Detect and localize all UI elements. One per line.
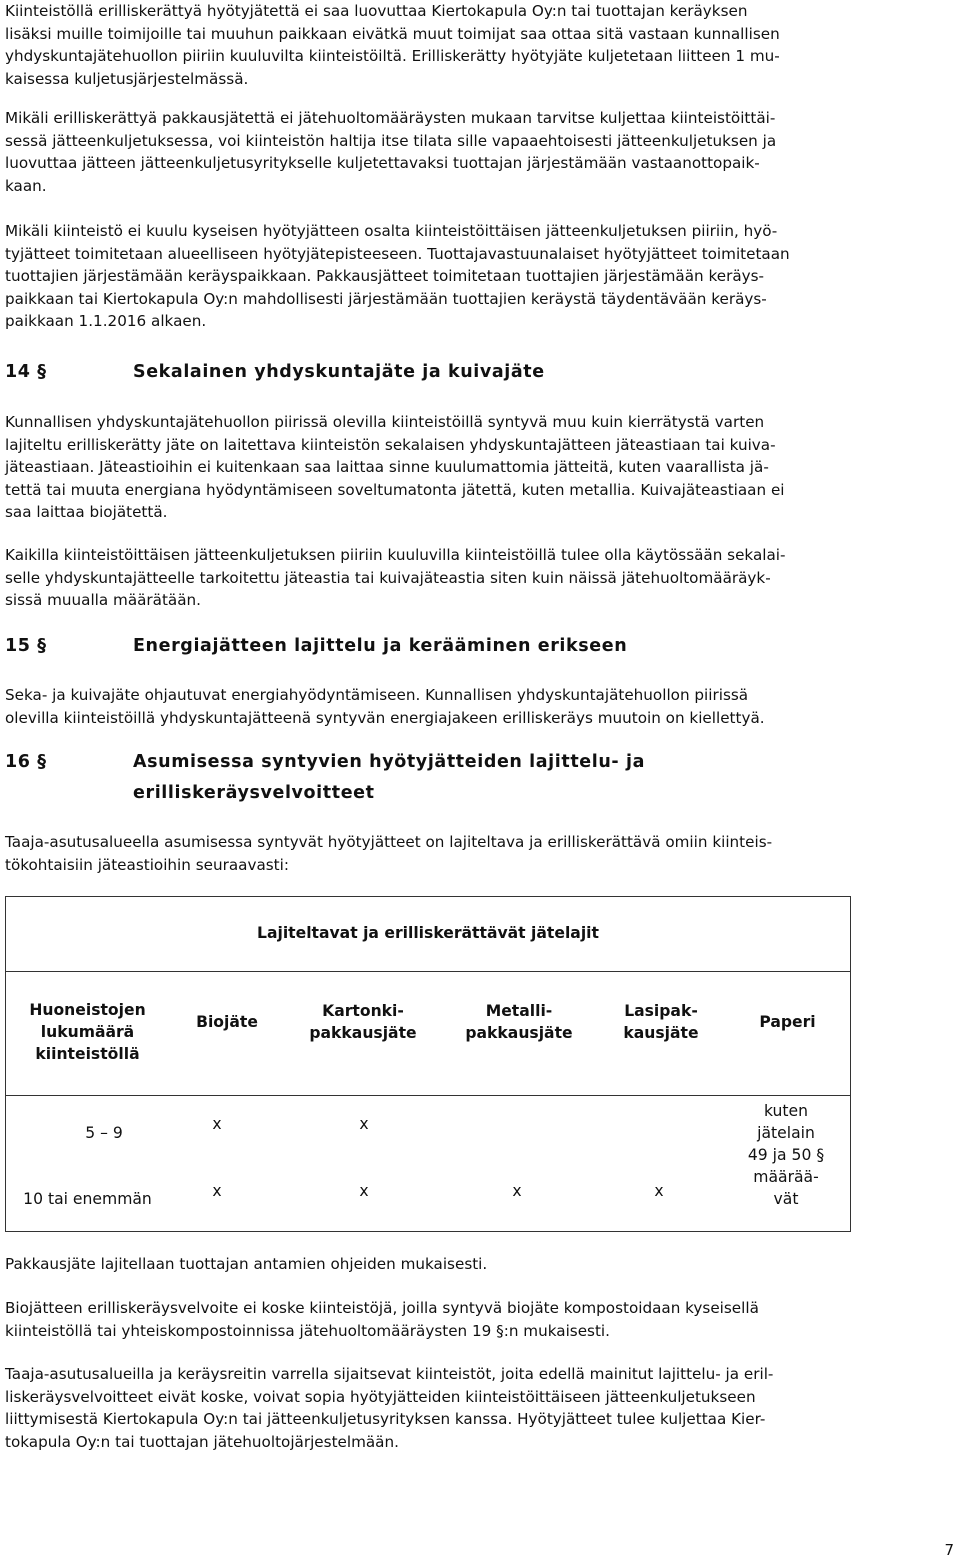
header-metalli: Metalli- pakkausjäte xyxy=(465,1002,573,1042)
paragraph-keraysreitti: Taaja-asutusalueilla ja keräysreitin varrella sijaitsevat kiinteistöt, joita edellä mainitut lajittelu- ja eril- liskeräysvelvoitteet eivät koske, voivat sopia hyötyjätteiden kiinteistöittäiseen jätteenkuljetukseen liittymisestä Kiertokapula Oy:n tai jätteenkuljetusyrityksen kanssa. Hyötyjätteet tulee kuljettaa Kier- tokapula Oy:n tai tuottajan jätehuoltojärjestelmään. xyxy=(5,1365,774,1451)
cell-bio-10: x xyxy=(212,1182,222,1200)
page-number: 7 xyxy=(944,1541,954,1559)
table-caption: Lajiteltavat ja erilliskerättävät jätelajit xyxy=(257,924,599,942)
cell-paperi-note: kuten jätelain 49 ja 50 § määrää- vät xyxy=(747,1102,825,1208)
cell-metalli-10: x xyxy=(512,1182,522,1200)
table-divider xyxy=(6,1095,850,1096)
paragraph-hyotyjate-luovutus: Kiinteistöllä erilliskerättyä hyötyjätettä ei saa luovuttaa Kiertokapula Oy:n tai tuottajan keräyksen lisäksi muille toimijoille tai muuhun paikkaan eivätkä muut toimijat saa ottaa sitä vastaan kunnallisen yhdyskuntajätehuollon piiriin kuuluvilta kiinteistöiltä. Erilliskerätty hyötyjäte kuljetetaan liitteen 1 mu- kaisessa kuljetusjärjestelmässä. xyxy=(5,2,780,88)
paragraph-jateastia-velvoite: Kaikilla kiinteistöittäisen jätteenkuljetuksen piiriin kuuluvilla kiinteistöillä tulee olla käytössään sekalai- selle yhdyskuntajätteelle tarkoitettu jäteastia tai kuivajäteastia siten kuin näissä jätehuoltomääräyk- sissä muualla määrätään. xyxy=(5,546,786,609)
cell-bio-5-9: x xyxy=(212,1115,222,1133)
table-divider xyxy=(6,971,850,972)
section-title: Energiajätteen lajittelu ja kerääminen erikseen xyxy=(133,636,628,656)
section-title: Asumisessa syntyvien hyötyjätteiden lajittelu- ja xyxy=(133,752,645,772)
section-number: 14 § xyxy=(5,362,47,382)
section-title: Sekalainen yhdyskuntajäte ja kuivajäte xyxy=(133,362,545,382)
header-biojate: Biojäte xyxy=(196,1013,258,1031)
paragraph-pakkausjate: Mikäli erilliskerättyä pakkausjätettä ei jätehuoltomääräysten mukaan tarvitse kuljettaa kiinteistöittäi- sessä jätteenkuljetuksessa, voi kiinteistön haltija itse tilata sille vapaaehtoisesti jätteenkuljetuksen ja luovuttaa jätteen jätteenkuljetusyritykselle kuljetettavaksi tuottajan järjestämään vastaanottopaik- kaan. xyxy=(5,109,777,195)
section-title-continued: erilliskeräysvelvoitteet xyxy=(133,783,375,803)
section-number: 15 § xyxy=(5,636,47,656)
paragraph-sekalainen-jate: Kunnallisen yhdyskuntajätehuollon piirissä olevilla kiinteistöillä syntyvä muu kuin kierrätystä varten lajiteltu erilliskerätty jäte on laitettava kiinteistön sekalaisen yhdyskuntajätteen jäteastiaan tai kuiva- jäteastiaan. Jäteastioihin ei kuitenkaan saa laittaa sinne kuulumattomia jätteitä, kuten vaarallista jä- tettä tai muuta energiana hyödyntämiseen soveltumatonta jätettä, kuten metallia. Kuivajäteastiaan ei saa laittaa biojätettä. xyxy=(5,413,785,521)
paragraph-biojate-poikkeus: Biojätteen erilliskeräysvelvoite ei koske kiinteistöjä, joilla syntyvä biojäte kompostoidaan kyseisellä kiinteistöllä tai yhteiskompostoinnissa jätehuoltomääräysten 19 §:n mukaisesti. xyxy=(5,1299,759,1340)
paragraph-pakkausjate-ohjeet: Pakkausjäte lajitellaan tuottajan antamien ohjeiden mukaisesti. xyxy=(5,1255,488,1273)
header-huoneistot: Huoneistojen lukumäärä kiinteistöllä xyxy=(29,1001,146,1063)
row-label-5-9: 5 – 9 xyxy=(85,1124,123,1142)
paragraph-lajitteluvelvoite: Taaja-asutusalueella asumisessa syntyvät hyötyjätteet on lajiteltava ja erilliskerättävä omiin kiinteis- tökohtaisiin jäteastioihin seuraavasti: xyxy=(5,833,773,874)
paragraph-hyotyjatepiste: Mikäli kiinteistö ei kuulu kyseisen hyötyjätteen osalta kiinteistöittäisen jätteenkuljetuksen piiriin, hyö- tyjätteet toimitetaan alueelliseen hyötyjätepisteeseen. Tuottajavastuunalaiset hyötyjätteet toimitetaan tuottajien järjestämään keräyspaikkaan. Pakkausjätteet toimitetaan tuottajien järjestämään keräys- paikkaan tai Kiertokapula Oy:n mahdollisesti järjestämään tuottajien keräystä täydentävään keräys- paikkaan 1.1.2016 alkaen. xyxy=(5,222,790,330)
cell-kartonki-10: x xyxy=(359,1182,369,1200)
cell-lasi-10: x xyxy=(654,1182,664,1200)
header-lasi: Lasipak- kausjäte xyxy=(623,1002,699,1042)
row-label-10: 10 tai enemmän xyxy=(23,1190,152,1208)
waste-sorting-table xyxy=(5,896,851,1232)
section-number: 16 § xyxy=(5,752,47,772)
paragraph-energiajate: Seka- ja kuivajäte ohjautuvat energiahyödyntämiseen. Kunnallisen yhdyskuntajätehuollon piirissä olevilla kiinteistöillä yhdyskuntajätteenä syntyvän energiajakeen erilliskeräys muutoin on kiellettyä. xyxy=(5,686,765,727)
header-paperi: Paperi xyxy=(759,1013,816,1031)
cell-kartonki-5-9: x xyxy=(359,1115,369,1133)
header-kartonki: Kartonki- pakkausjäte xyxy=(309,1002,417,1042)
